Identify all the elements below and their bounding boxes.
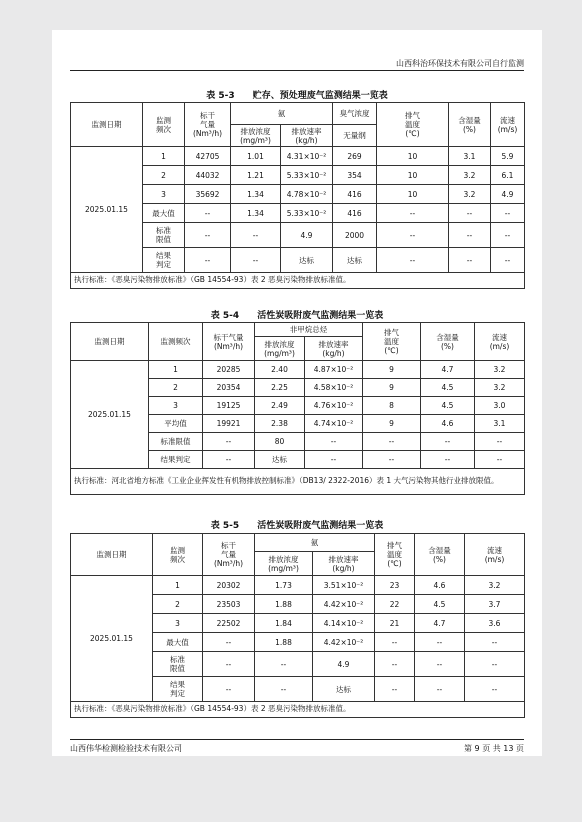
value-cell: -- (363, 451, 421, 469)
value-cell: -- (375, 652, 415, 677)
value-cell: 269 (333, 147, 377, 166)
row-label-cell: 1 (143, 147, 185, 166)
col-temp-header: 排气 温度 (℃) (363, 323, 421, 361)
value-cell: 6.1 (491, 166, 525, 185)
value-cell: -- (449, 204, 491, 223)
value-cell: 4.42×10⁻² (313, 595, 375, 614)
footer-rule (70, 739, 524, 740)
value-cell: -- (203, 433, 255, 451)
col-odor-unit-header: 无量纲 (333, 125, 377, 147)
row-label-cell: 最大值 (153, 633, 203, 652)
row-label-cell: 2 (143, 166, 185, 185)
value-cell: 5.33×10⁻² (281, 166, 333, 185)
value-cell: 42705 (185, 147, 231, 166)
row-label-cell: 1 (153, 576, 203, 595)
value-cell: 5.9 (491, 147, 525, 166)
document-page (52, 30, 542, 756)
table-5-4-caption (70, 308, 524, 321)
value-cell: 2.40 (255, 361, 305, 379)
row-label-cell: 标准限值 (149, 433, 203, 451)
value-cell: 1.73 (255, 576, 313, 595)
value-cell: 44032 (185, 166, 231, 185)
col-date-header: 监测日期 (71, 103, 143, 147)
value-cell: 2.49 (255, 397, 305, 415)
value-cell: 4.87×10⁻² (305, 361, 363, 379)
row-label-cell: 结果 判定 (143, 248, 185, 273)
value-cell: 3.51×10⁻² (313, 576, 375, 595)
table-row (71, 147, 525, 166)
value-cell: -- (203, 652, 255, 677)
value-cell: 1.88 (255, 595, 313, 614)
col-rate-header: 排放速率 (kg/h) (313, 552, 375, 576)
value-cell: -- (203, 451, 255, 469)
col-humidity-header: 含湿量 (%) (449, 103, 491, 147)
value-cell: 1.88 (255, 633, 313, 652)
value-cell: -- (465, 677, 525, 702)
value-cell: 3.2 (449, 185, 491, 204)
value-cell: 23 (375, 576, 415, 595)
value-cell: 8 (363, 397, 421, 415)
date-cell: 2025.01.15 (71, 147, 143, 273)
value-cell: 4.14×10⁻² (313, 614, 375, 633)
row-label-cell: 结果判定 (149, 451, 203, 469)
col-freq-header: 监测 频次 (153, 534, 203, 576)
footer-lab-name: 山西伟华检测检验技术有限公司 (70, 744, 182, 753)
table-5-3 (70, 102, 525, 289)
header-company: 山西科治环保技术有限公司自行监测 (396, 59, 524, 68)
value-cell: 4.9 (491, 185, 525, 204)
table-row (71, 361, 525, 379)
value-cell: -- (415, 652, 465, 677)
value-cell: 3.1 (449, 147, 491, 166)
value-cell: 1.84 (255, 614, 313, 633)
value-cell: -- (375, 677, 415, 702)
col-velocity-header: 流速 (m/s) (491, 103, 525, 147)
date-cell: 2025.01.15 (71, 576, 153, 702)
value-cell: 416 (333, 204, 377, 223)
value-cell: -- (185, 248, 231, 273)
value-cell: 10 (377, 147, 449, 166)
note-row (71, 469, 525, 495)
value-cell: -- (203, 677, 255, 702)
ammonia-group-header: 氨 (231, 103, 333, 125)
value-cell: 4.9 (313, 652, 375, 677)
col-conc-header: 排放浓度 (mg/m³) (231, 125, 281, 147)
value-cell: 3.0 (475, 397, 525, 415)
value-cell: 416 (333, 185, 377, 204)
col-humidity-header: 含湿量 (%) (421, 323, 475, 361)
value-cell: 4.74×10⁻² (305, 415, 363, 433)
value-cell: -- (305, 433, 363, 451)
value-cell: 3.2 (475, 379, 525, 397)
value-cell: 4.42×10⁻² (313, 633, 375, 652)
value-cell: -- (449, 223, 491, 248)
col-humidity-header: 含湿量 (%) (415, 534, 465, 576)
col-odor-header: 臭气浓度 (333, 103, 377, 125)
col-rate-header: 排放速率 (kg/h) (281, 125, 333, 147)
table-5-3-number: 表 5-3 (206, 91, 235, 101)
value-cell: -- (203, 633, 255, 652)
col-temp-header: 排气 温度 (℃) (377, 103, 449, 147)
value-cell: 354 (333, 166, 377, 185)
note-row (71, 273, 525, 289)
value-cell: -- (491, 248, 525, 273)
value-cell: 1.21 (231, 166, 281, 185)
value-cell: 4.7 (421, 361, 475, 379)
header-rule (70, 70, 524, 71)
row-label-cell: 2 (149, 379, 203, 397)
ammonia-group-header: 氨 (255, 534, 375, 552)
value-cell: 10 (377, 185, 449, 204)
col-flow-header: 标干 气量 (Nm³/h) (203, 534, 255, 576)
value-cell: 3.2 (475, 361, 525, 379)
value-cell: 2000 (333, 223, 377, 248)
row-label-cell: 标准 限值 (143, 223, 185, 248)
value-cell: 20302 (203, 576, 255, 595)
value-cell: 3.2 (465, 576, 525, 595)
value-cell: 3.2 (449, 166, 491, 185)
value-cell: 4.5 (421, 379, 475, 397)
col-velocity-header: 流速 (m/s) (475, 323, 525, 361)
col-date-header: 监测日期 (71, 534, 153, 576)
row-label-cell: 平均值 (149, 415, 203, 433)
value-cell: 4.5 (415, 595, 465, 614)
table-5-3-caption (70, 88, 524, 101)
value-cell: 9 (363, 379, 421, 397)
value-cell: 达标 (333, 248, 377, 273)
value-cell: 3.7 (465, 595, 525, 614)
footer-page-number: 第 9 页 共 13 页 (464, 744, 524, 753)
value-cell: 22502 (203, 614, 255, 633)
value-cell: -- (185, 204, 231, 223)
row-label-cell: 3 (143, 185, 185, 204)
col-freq-header: 监测频次 (149, 323, 203, 361)
table-5-3-title: 贮存、预处理废气监测结果一览表 (252, 91, 388, 101)
value-cell: -- (377, 204, 449, 223)
value-cell: -- (375, 633, 415, 652)
col-conc-header: 排放浓度 (mg/m³) (255, 337, 305, 361)
value-cell: 2.25 (255, 379, 305, 397)
value-cell: 3.6 (465, 614, 525, 633)
value-cell: 4.6 (415, 576, 465, 595)
value-cell: 4.7 (415, 614, 465, 633)
col-temp-header: 排气 温度 (℃) (375, 534, 415, 576)
table-5-4 (70, 322, 525, 495)
value-cell: 23503 (203, 595, 255, 614)
col-rate-header: 排放速率 (kg/h) (305, 337, 363, 361)
col-flow-header: 标干气量 (Nm³/h) (203, 323, 255, 361)
value-cell: 4.58×10⁻² (305, 379, 363, 397)
value-cell: 4.9 (281, 223, 333, 248)
col-date-header: 监测日期 (71, 323, 149, 361)
value-cell: -- (377, 223, 449, 248)
value-cell: 10 (377, 166, 449, 185)
row-label-cell: 结果 判定 (153, 677, 203, 702)
value-cell: 9 (363, 361, 421, 379)
value-cell: -- (465, 652, 525, 677)
standard-note: 执行标准：河北省地方标准《工业企业挥发性有机物排放控制标准》（DB13/ 2322-2016）表 1 大气污染物其他行业排放限值。 (71, 469, 525, 495)
value-cell: -- (475, 451, 525, 469)
value-cell: -- (377, 248, 449, 273)
table-5-5-caption (70, 518, 524, 531)
value-cell: 4.76×10⁻² (305, 397, 363, 415)
row-label-cell: 3 (149, 397, 203, 415)
value-cell: -- (491, 223, 525, 248)
row-label-cell: 2 (153, 595, 203, 614)
value-cell: -- (305, 451, 363, 469)
value-cell: 22 (375, 595, 415, 614)
value-cell: -- (231, 248, 281, 273)
standard-note: 执行标准：《恶臭污染物排放标准》（GB 14554-93）表 2 恶臭污染物排放标准值。 (71, 273, 525, 289)
col-velocity-header: 流速 (m/s) (465, 534, 525, 576)
value-cell: 9 (363, 415, 421, 433)
value-cell: -- (475, 433, 525, 451)
row-label-cell: 标准 限值 (153, 652, 203, 677)
value-cell: -- (465, 633, 525, 652)
value-cell: 4.5 (421, 397, 475, 415)
value-cell: -- (421, 451, 475, 469)
value-cell: 达标 (281, 248, 333, 273)
value-cell: -- (185, 223, 231, 248)
value-cell: 20354 (203, 379, 255, 397)
date-cell: 2025.01.15 (71, 361, 149, 469)
value-cell: -- (415, 677, 465, 702)
note-row (71, 702, 525, 718)
row-label-cell: 最大值 (143, 204, 185, 223)
value-cell: 35692 (185, 185, 231, 204)
value-cell: -- (415, 633, 465, 652)
value-cell: 4.31×10⁻² (281, 147, 333, 166)
value-cell: -- (449, 248, 491, 273)
value-cell: 2.38 (255, 415, 305, 433)
value-cell: -- (421, 433, 475, 451)
table-5-4-number: 表 5-4 (210, 311, 240, 321)
value-cell: 达标 (313, 677, 375, 702)
value-cell: 3.1 (475, 415, 525, 433)
value-cell: -- (255, 652, 313, 677)
row-label-cell: 3 (153, 614, 203, 633)
value-cell: -- (255, 677, 313, 702)
row-label-cell: 1 (149, 361, 203, 379)
value-cell: 1.01 (231, 147, 281, 166)
table-5-4-title: 活性炭吸附废气监测结果一览表 (257, 311, 384, 321)
value-cell: 1.34 (231, 185, 281, 204)
value-cell: 5.33×10⁻² (281, 204, 333, 223)
value-cell: 1.34 (231, 204, 281, 223)
col-conc-header: 排放浓度 (mg/m³) (255, 552, 313, 576)
value-cell: 21 (375, 614, 415, 633)
value-cell: 80 (255, 433, 305, 451)
value-cell: 19921 (203, 415, 255, 433)
value-cell: 达标 (255, 451, 305, 469)
value-cell: 4.6 (421, 415, 475, 433)
col-freq-header: 监测 频次 (143, 103, 185, 147)
col-flow-header: 标干 气量 (Nm³/h) (185, 103, 231, 147)
table-row (71, 576, 525, 595)
value-cell: 4.78×10⁻² (281, 185, 333, 204)
table-5-5-number: 表 5-5 (210, 521, 240, 531)
value-cell: -- (491, 204, 525, 223)
standard-note: 执行标准：《恶臭污染物排放标准》（GB 14554-93）表 2 恶臭污染物排放标准值。 (71, 702, 525, 718)
value-cell: -- (363, 433, 421, 451)
nmhc-group-header: 非甲烷总烃 (255, 323, 363, 337)
value-cell: 20285 (203, 361, 255, 379)
value-cell: -- (231, 223, 281, 248)
value-cell: 19125 (203, 397, 255, 415)
table-5-5 (70, 533, 525, 718)
table-5-5-title: 活性炭吸附废气监测结果一览表 (257, 521, 384, 531)
